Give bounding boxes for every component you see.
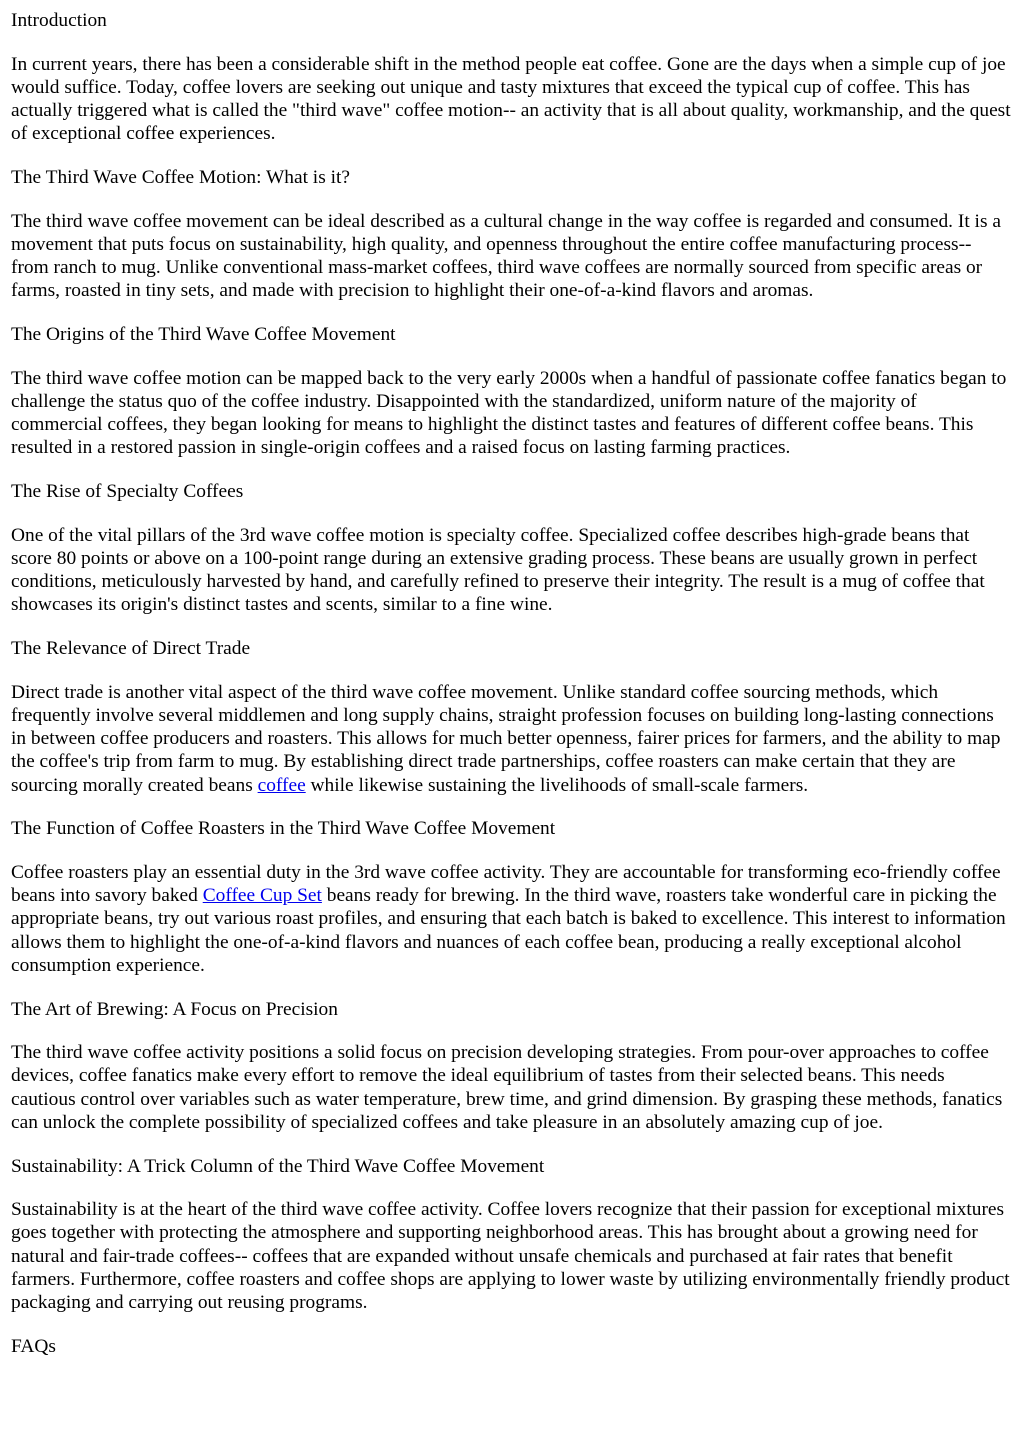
- paragraph-text: Direct trade is another vital aspect of the third wave coffee movement. Unlike standard coffee sourcing methods, which frequently involve several middlemen and long supply chains, straight profession focuses on building long-lasting connections in between coffee producers and roasters. This allows for much better openness, fairer prices for farmers, and the ability to map the coffee's trip from farm to mug. By establishing direct trade partnerships, coffee roasters can make certain that they are sourcing morally created beans: [11, 681, 1001, 796]
- heading-introduction: Introduction: [11, 10, 107, 31]
- coffee-link[interactable]: coffee: [257, 774, 306, 796]
- heading-roasters: The Function of Coffee Roasters in the Third Wave Coffee Movement: [11, 818, 556, 840]
- heading-sustainability: Sustainability: A Trick Column of the Third Wave Coffee Movement: [11, 1155, 545, 1177]
- paragraph-text: while likewise sustaining the livelihoods of small-scale farmers.: [305, 774, 809, 796]
- paragraph-origins: The third wave coffee motion can be mapped back to the very early 2000s when a handful of passionate coffee fanatics began to challenge the status quo of the coffee industry. Disappointed with the standardized, uniform nature of the majority of commercial coffees, they began looking for means to highlight the distinct tastes and features of different coffee beans. This resulted in a restored passion in single-origin coffees and a raised focus on lasting farming practices.: [11, 367, 1007, 459]
- paragraph-text: Coffee roasters play an essential duty in the 3rd wave coffee activity. They are accountable for transforming eco-friendly coffee beans into savory baked: [11, 861, 1001, 907]
- heading-origins: The Origins of the Third Wave Coffee Movement: [11, 324, 396, 346]
- coffee-cup-set-link[interactable]: Coffee Cup Set: [202, 885, 322, 907]
- paragraph-text: beans ready for brewing. In the third wave, roasters take wonderful care in picking the appropriate beans, try out various roast profiles, and ensuring that each batch is baked to excellence. This interest to information allows them to highlight the one-of-a-kind flavors and nuances of each coffee bean, producing a really exceptional alcohol consumption experience.: [11, 885, 1006, 976]
- paragraph-roasters: [11, 861, 1013, 977]
- paragraph-sustainability: Sustainability is at the heart of the third wave coffee activity. Coffee lovers recognize that their passion for exceptional mixtures goes together with protecting the atmosphere and supporting neighborhood areas. This has brought about a growing need for natural and fair-trade coffees-- coffees that are expanded without unsafe chemicals and purchased at fair rates that benefit farmers. Furthermore, coffee roasters and coffee shops are applying to lower waste by utilizing environmentally friendly product packaging and carrying out reusing programs.: [11, 1199, 1010, 1314]
- paragraph-direct-trade: [11, 681, 1013, 797]
- paragraph-what-is-it: The third wave coffee movement can be ideal described as a cultural change in the way coffee is regarded and consumed. It is a movement that puts focus on sustainability, high quality, and openness throughout the entire coffee manufacturing process-- from ranch to mug. Unlike conventional mass-market coffees, third wave coffees are normally sourced from specific areas or farms, roasted in tiny sets, and made with precision to highlight their one-of-a-kind flavors and aromas.: [11, 210, 1001, 302]
- heading-faqs: FAQs: [11, 1335, 56, 1357]
- heading-brewing: The Art of Brewing: A Focus on Precision: [11, 998, 338, 1020]
- paragraph-brewing: The third wave coffee activity positions a solid focus on precision developing strategies. From pour-over approaches to coffee devices, coffee fanatics make every effort to remove the ideal equilibrium of tastes from their selected beans. This needs cautious control over variables such as water temperature, brew time, and grind dimension. By grasping these methods, fanatics can unlock the complete possibility of specialized coffees and take pleasure in an absolutely amazing cup of joe.: [11, 1042, 1003, 1133]
- heading-direct-trade: The Relevance of Direct Trade: [11, 638, 251, 660]
- paragraph-specialty-coffees: One of the vital pillars of the 3rd wave coffee motion is specialty coffee. Specialized coffee describes high-grade beans that score 80 points or above on a 100-point range during an extensive grading process. These beans are usually grown in perfect conditions, meticulously harvested by hand, and carefully refined to preserve their integrity. The result is a mug of coffee that showcases its origin's distinct tastes and scents, similar to a fine wine.: [11, 524, 985, 616]
- heading-specialty-coffees: The Rise of Specialty Coffees: [11, 481, 244, 503]
- heading-what-is-it: The Third Wave Coffee Motion: What is it?: [11, 167, 350, 189]
- paragraph-introduction: In current years, there has been a considerable shift in the method people eat coffee. Gone are the days when a simple cup of joe would suffice. Today, coffee lovers are seeking out unique and tasty mixtures that exceed the typical cup of coffee. This has actually triggered what is called the "third wave" coffee motion-- an activity that is all about quality, workmanship, and the quest of exceptional coffee experiences.: [11, 53, 1011, 145]
